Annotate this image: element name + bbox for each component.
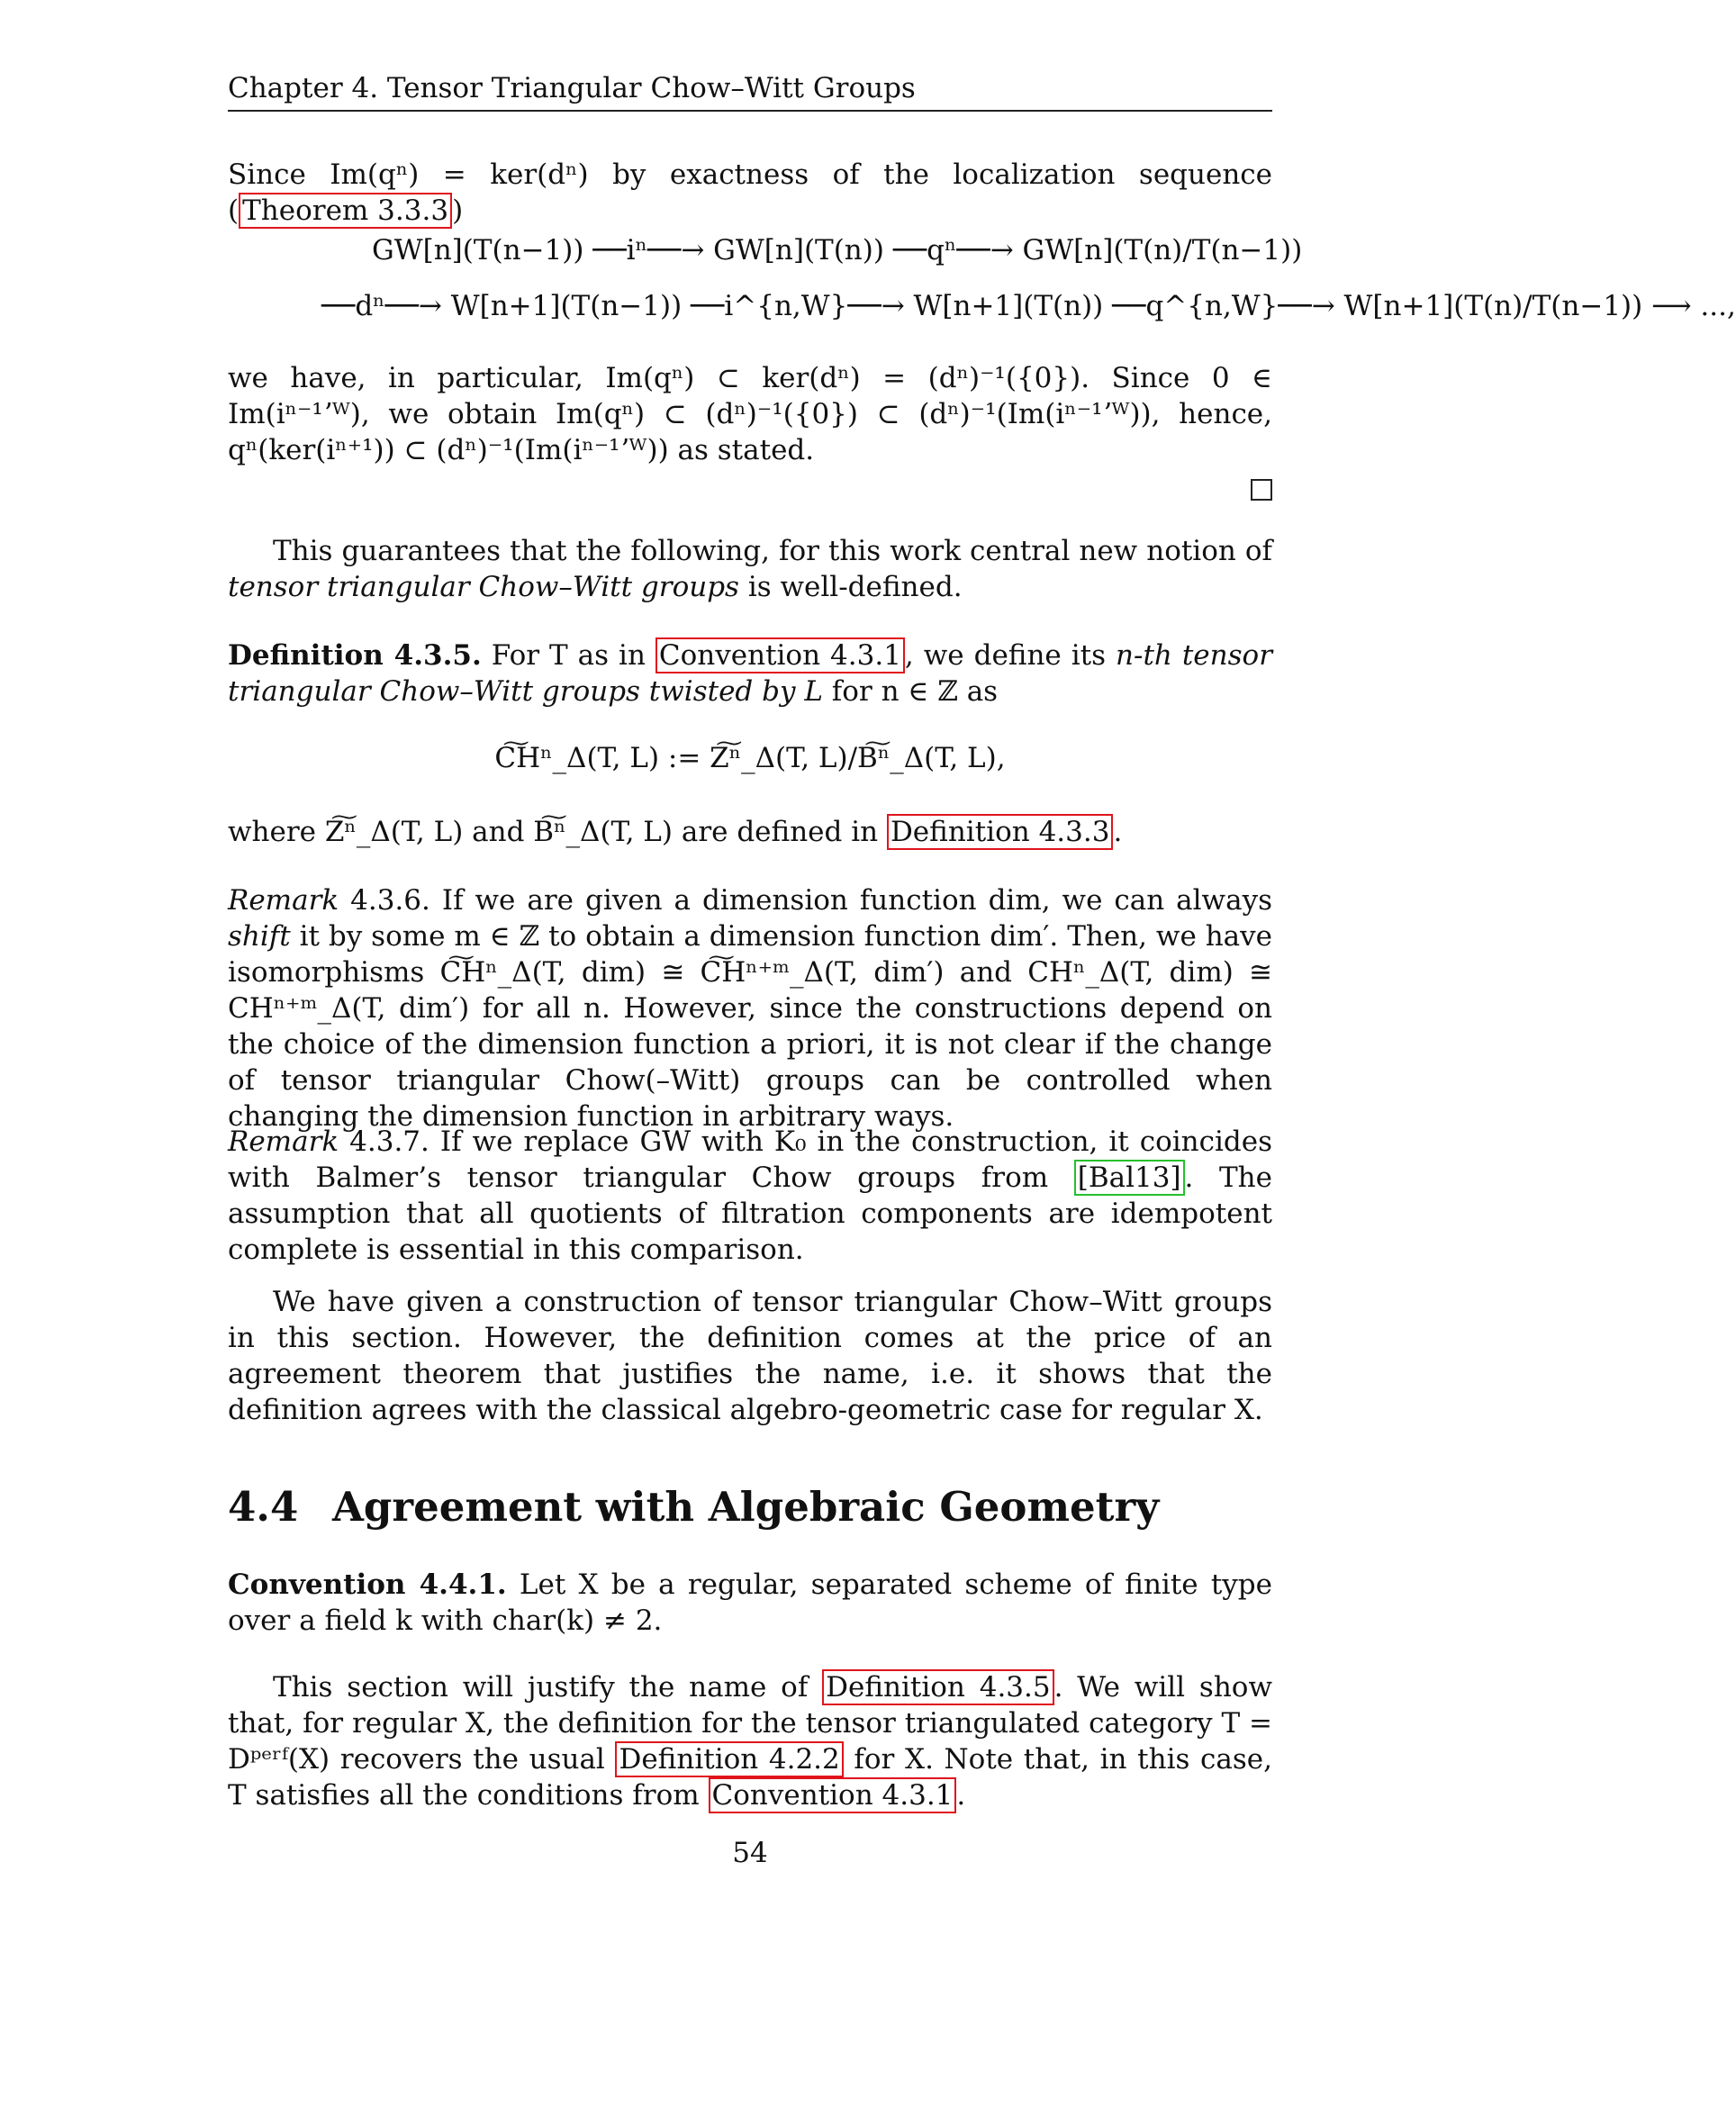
convention-4-3-1-link[interactable]: Convention 4.3.1: [656, 637, 905, 673]
convention-4-3-1-link-2[interactable]: Convention 4.3.1: [709, 1777, 957, 1813]
definition-text-2: , we define its: [904, 639, 1117, 672]
transition-text-before: This guarantees that the following, for this work central new notion of: [273, 535, 1272, 567]
where-text: where Z͠ⁿ_Δ(T, L) and B͠ⁿ_Δ(T, L) are defined in: [228, 816, 887, 848]
transition-text-after: is well-defined.: [738, 571, 963, 603]
remark-437-text-1: If we replace GW with K₀ in the construction, it coincides with Balmer’s tensor triangular Chow groups from: [228, 1125, 1272, 1194]
remark-436-label: Remark: [228, 884, 339, 917]
proof-conclusion: we have, in particular, Im(qⁿ) ⊂ ker(dⁿ) = (dⁿ)⁻¹({0}). Since 0 ∈ Im(iⁿ⁻¹ʼᵂ), we obtain Im(qⁿ) ⊂ (dⁿ)⁻¹({0}) ⊂ (dⁿ)⁻¹(Im(iⁿ⁻¹ʼᵂ)), hence, qⁿ(ker(iⁿ⁺¹)) ⊂ (dⁿ)⁻¹(Im(iⁿ⁻¹ʼᵂ)) as stated.: [228, 362, 1272, 466]
transition-paragraph: [228, 533, 1272, 605]
final-text-1: This section will justify the name of: [273, 1671, 823, 1704]
remark-436-emphasis: shift: [228, 920, 291, 953]
bal13-citation-link[interactable]: [Bal13]: [1074, 1160, 1185, 1196]
definition-formula: C͠Hⁿ_Δ(T, L) := Z͠ⁿ_Δ(T, L)/B͠ⁿ_Δ(T, L),: [494, 742, 1006, 774]
theorem-3-3-3-link[interactable]: Theorem 3.3.3: [239, 193, 452, 229]
transition-emphasis: tensor triangular Chow–Witt groups: [228, 571, 739, 603]
page-number: 54: [732, 1837, 768, 1869]
remark-437-text-2: . The assumption that all quotients of filtration components are idempotent complete is essential in this comparison.: [228, 1161, 1272, 1266]
proof-intro: [228, 157, 1272, 229]
definition-emphasis: n-th tensor triangular Chow–Witt groups twisted by L: [228, 639, 1273, 708]
convention-4-4-1: [228, 1567, 1272, 1639]
remark-436-number: 4.3.6.: [339, 884, 430, 917]
definition-4-3-5-link[interactable]: Definition 4.3.5: [822, 1669, 1053, 1705]
closing-paragraph: We have given a construction of tensor triangular Chow–Witt groups in this section. However, the definition comes at the price of an agreement theorem that justifies the name, i.e. it shows that the definition agrees with the classical algebro-geometric case for regular X.: [228, 1286, 1272, 1426]
remark-436-text-1: If we are given a dimension function dim, we can always: [429, 884, 1272, 917]
proof-intro-text: Since Im(qⁿ) = ker(dⁿ) by exactness of the localization sequence (: [228, 158, 1272, 227]
proof-intro-close: ): [452, 194, 464, 227]
exact-sequence-line-1: GW[n](T(n−1)) ──iⁿ──→ GW[n](T(n)) ──qⁿ──→ GW[n](T(n)/T(n−1)): [372, 234, 1303, 267]
section-heading: [228, 1482, 1159, 1532]
remark-437-label: Remark: [228, 1125, 339, 1158]
definition-4-3-3-link[interactable]: Definition 4.3.3: [887, 814, 1114, 850]
definition-text-3: for n ∈ ℤ as: [822, 675, 999, 708]
exact-sequence-line-2: ──dⁿ──→ W[n+1](T(n−1)) ──i^{n,W}──→ W[n+1](T(n)) ──q^{n,W}──→ W[n+1](T(n)/T(n−1)) ⟶ ...,: [321, 290, 1736, 322]
definition-text-1: For T as in: [481, 639, 656, 672]
remark-4-3-7: [228, 1124, 1272, 1268]
convention-text: Let X be a regular, separated scheme of finite type over a field k with char(k) ≠ 2.: [228, 1568, 1272, 1637]
final-text-2: . We will show that, for regular X, the definition for the tensor triangulated category T = Dᵖᵉʳᶠ(X) recovers the usual: [228, 1671, 1272, 1776]
final-text-3: for X. Note that, in this case, T satisfies all the conditions from: [228, 1743, 1272, 1812]
remark-436-text-2: it by some m ∈ ℤ to obtain a dimension function dim′. Then, we have isomorphisms C͠Hⁿ_Δ(T, dim) ≅ C͠Hⁿ⁺ᵐ_Δ(T, dim′) and CHⁿ_Δ(T, dim) ≅ CHⁿ⁺ᵐ_Δ(T, dim′) for all n. However, since the constructions depend on the choice of the dimension function a priori, it is not clear if the change of tensor triangular Chow(–Witt) groups can be controlled when changing the dimension function in arbitrary ways.: [228, 920, 1272, 1133]
remark-4-3-6: [228, 882, 1272, 1134]
definition-label: Definition 4.3.5.: [228, 639, 482, 672]
qed-square: [1251, 479, 1272, 501]
convention-label: Convention 4.4.1.: [228, 1568, 507, 1601]
definition-4-3-5: [228, 637, 1272, 710]
where-end: .: [1113, 816, 1123, 848]
final-text-4: .: [956, 1779, 966, 1812]
section-number: 4.4: [228, 1483, 299, 1531]
definition-4-2-2-link[interactable]: Definition 4.2.2: [615, 1741, 843, 1777]
final-paragraph: [228, 1669, 1272, 1813]
remark-437-number: 4.3.7.: [339, 1125, 429, 1158]
section-title: Agreement with Algebraic Geometry: [332, 1483, 1160, 1531]
definition-where: [228, 814, 1272, 850]
running-head: Chapter 4. Tensor Triangular Chow–Witt Groups: [228, 70, 1272, 112]
